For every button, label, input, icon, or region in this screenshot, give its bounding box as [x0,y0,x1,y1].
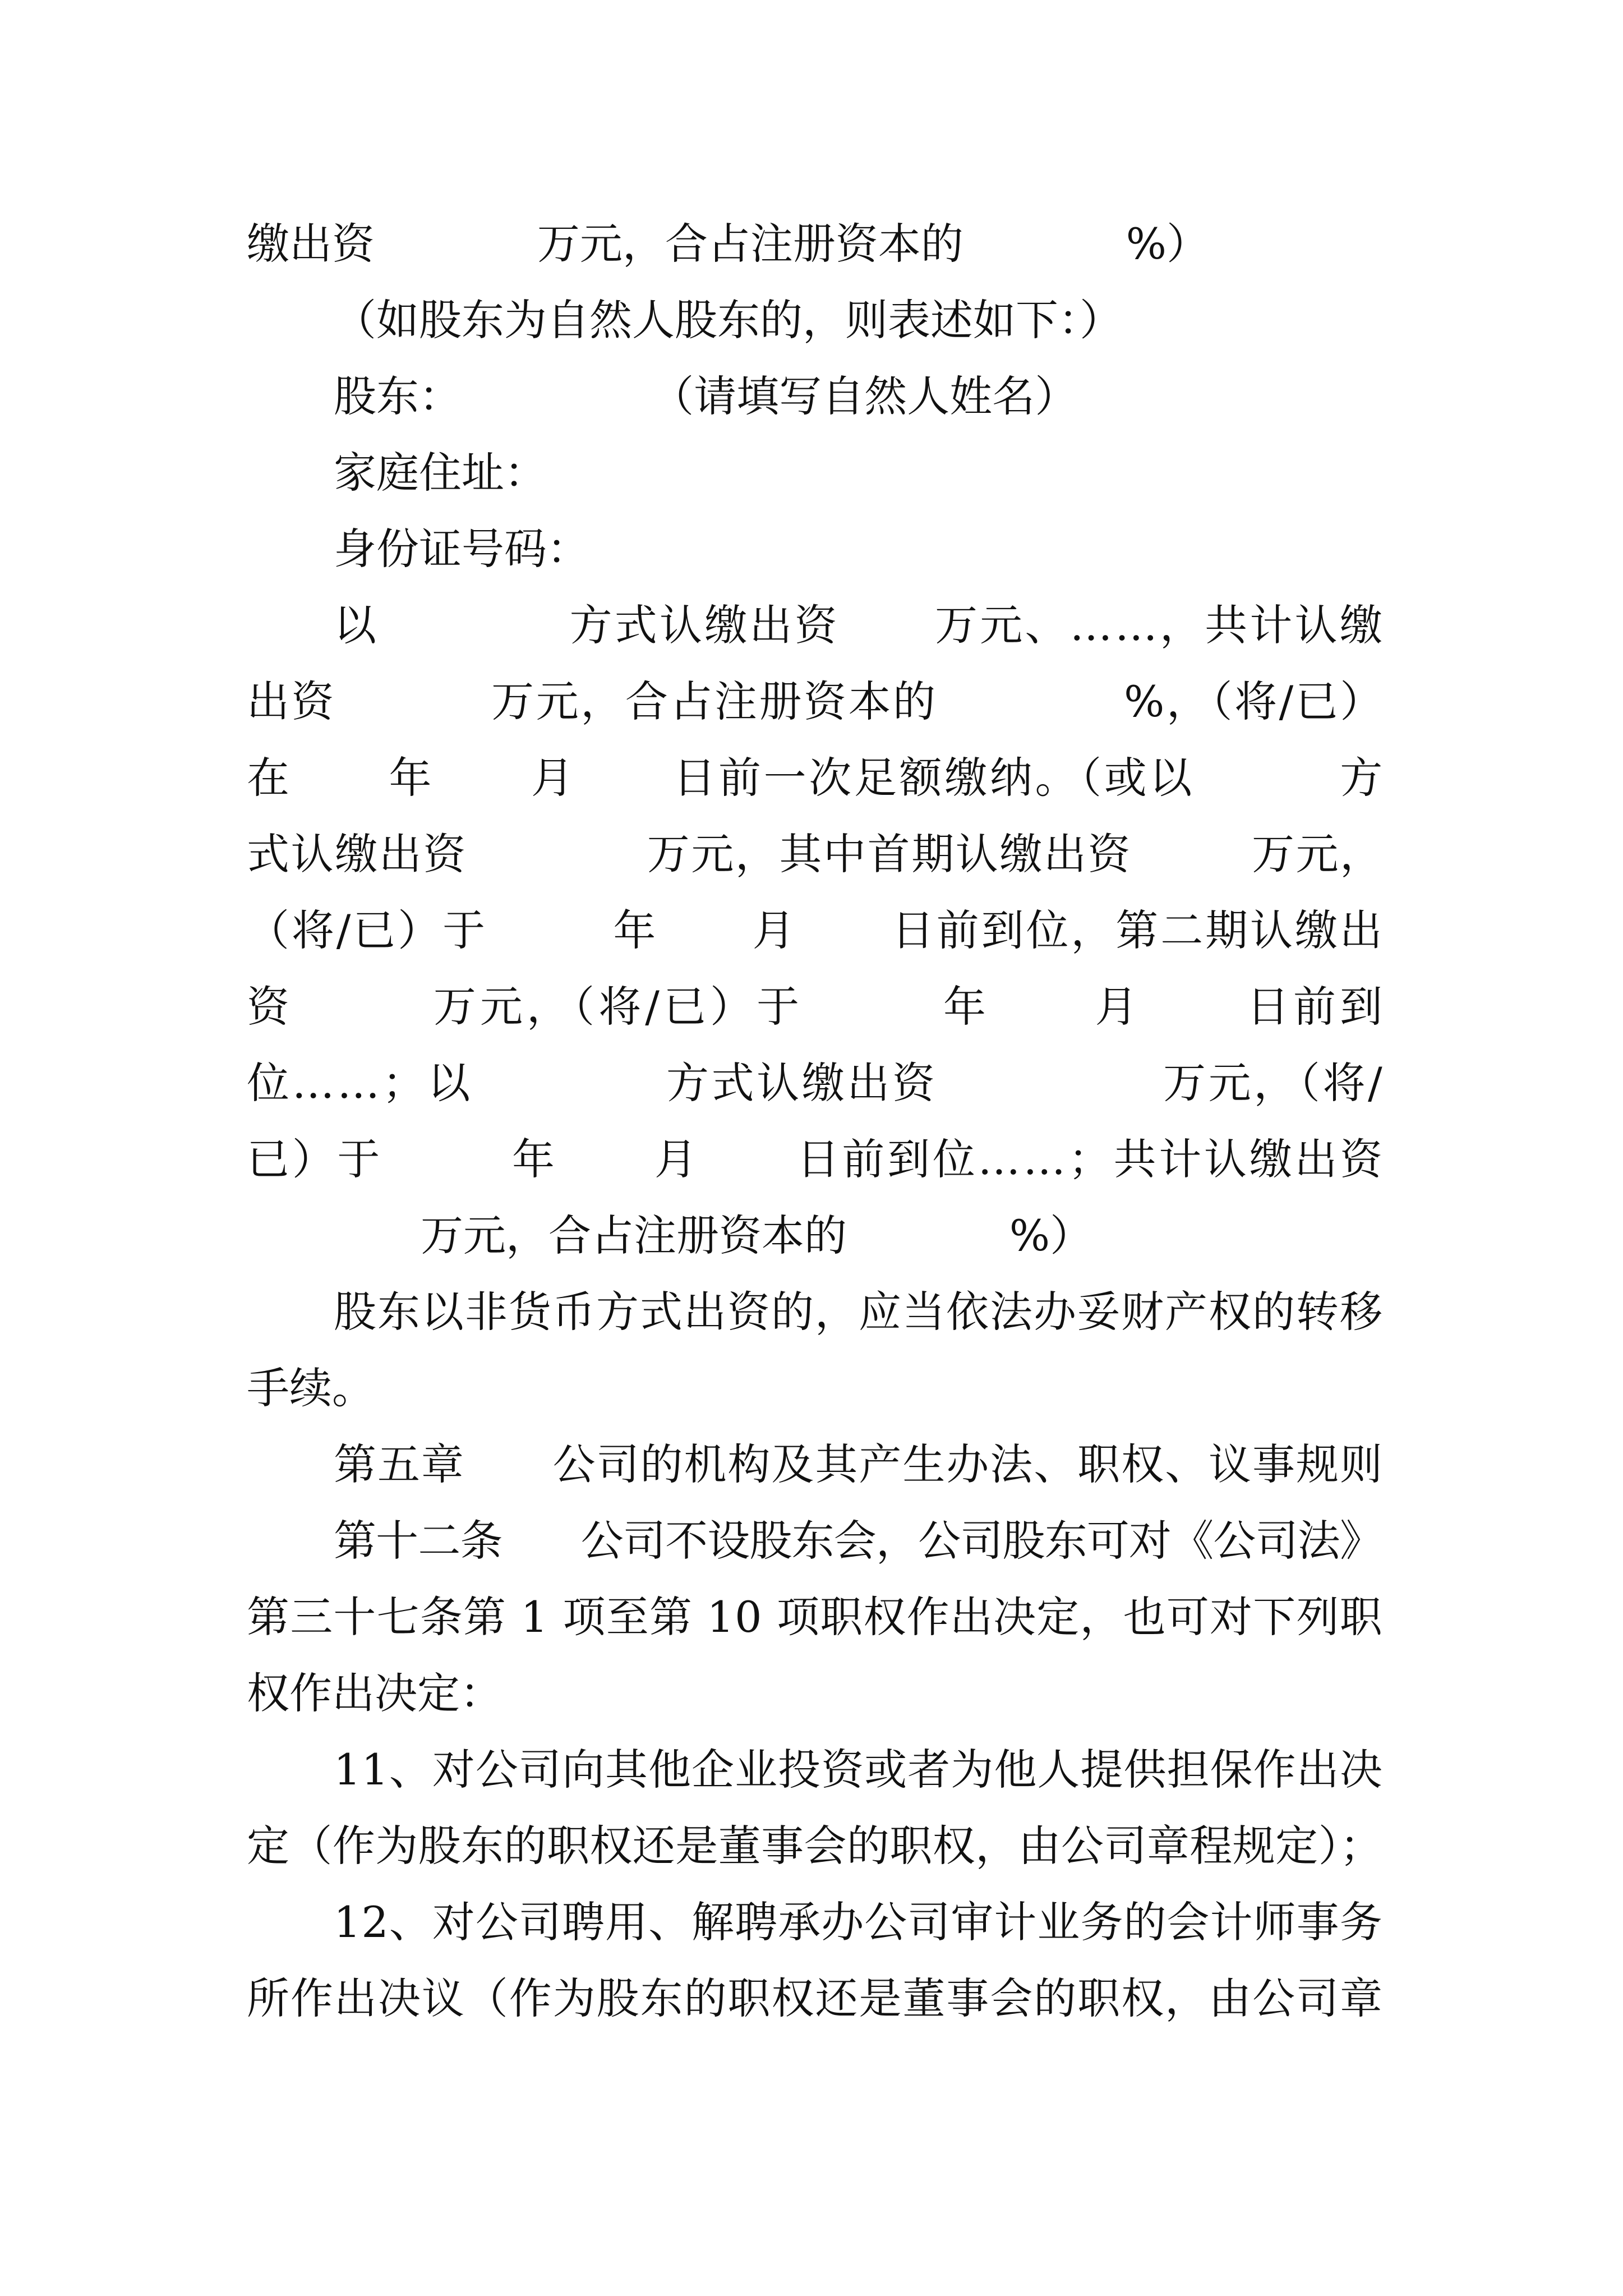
text-line: 股东： （请填写自然人姓名） [334,371,1078,421]
text-line: 在 年 月 日前一次足额缴纳。（或以 方 [247,753,1385,803]
text-line: 出资 万元，合占注册资本的 %，（将/已） [247,677,1385,726]
text-line: 权作出决定： [247,1668,502,1718]
text-line: 定（作为股东的职权还是董事会的职权，由公司章程规定）； [247,1821,1383,1871]
text-line: 第五章 公司的机构及其产生办法、职权、议事规则 [334,1439,1384,1489]
text-line: 缴出资 万元，合占注册资本的 %） [247,219,1210,269]
text-line: 式认缴出资 万元，其中首期认缴出资 万元， [247,829,1384,879]
text-line: 第十二条 公司不设股东会，公司股东可对《公司法》 [334,1516,1382,1566]
text-line: 股东以非货币方式出资的，应当依法办妥财产权的转移 [334,1287,1384,1337]
text-line: （如股东为自然人股东的，则表述如下：） [334,295,1122,345]
text-line: 位……；以 方式认缴出资 万元，（将/ [247,1058,1385,1108]
text-line: 手续。 [247,1363,375,1413]
text-line: 家庭住址： [334,448,547,498]
text-line: 身份证号码： [334,524,589,574]
text-line: 资 万元，（将/已）于 年 月 日前到 [247,982,1387,1032]
text-line: 12、对公司聘用、解聘承办公司审计业务的会计师事务 [334,1897,1383,1947]
text-line: 万元，合占注册资本的 %） [421,1211,1093,1260]
text-line: 所作出决议（作为股东的职权还是董事会的职权，由公司章 [247,1973,1384,2023]
text-line: 以 方式认缴出资 万元、……，共计认缴 [334,600,1385,650]
text-line: 11、对公司向其他企业投资或者为他人提供担保作出决 [334,1745,1383,1795]
text-line: 已）于 年 月 日前到位……；共计认缴出资 [247,1134,1385,1184]
text-line: 第三十七条第 1 项至第 10 项职权作出决定，也可对下列职 [247,1592,1383,1642]
text-line: （将/已）于 年 月 日前到位，第二期认缴出 [247,905,1385,955]
